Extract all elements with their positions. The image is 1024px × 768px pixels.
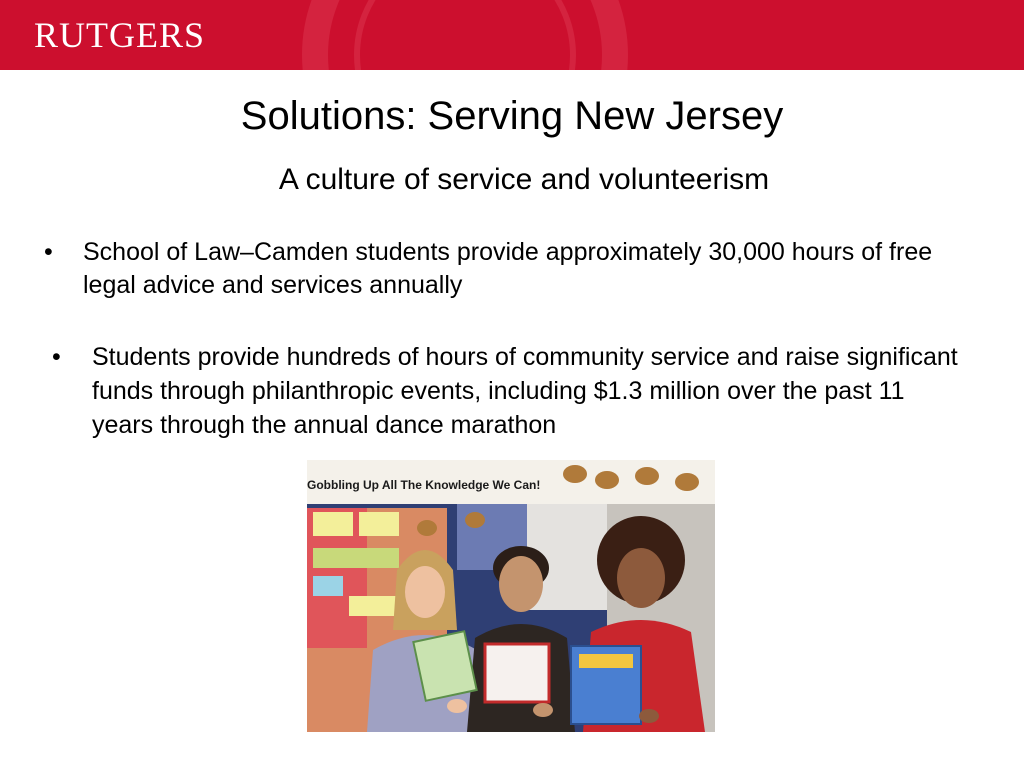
bullet-marker: • — [52, 343, 61, 371]
bullet-text: Students provide hundreds of hours of community service and raise significant funds through philanthropic events, including $1.3 million over the past 11 years through the annual dance marathon — [92, 343, 958, 439]
photo-illustration — [307, 460, 715, 732]
seal-watermark — [300, 0, 630, 70]
slide-title: Solutions: Serving New Jersey — [240, 94, 784, 138]
bullet-text: School of Law–Camden students provide approximately 30,000 hours of free legal advice and services annually — [83, 238, 933, 299]
students-photo — [307, 460, 715, 732]
header-banner — [0, 0, 1024, 70]
rutgers-logo: RUTGERS — [34, 15, 206, 55]
bullet-item — [44, 236, 984, 302]
slide-subtitle: A culture of service and volunteerism — [278, 163, 770, 196]
bullet-item — [52, 340, 972, 442]
bullet-marker: • — [44, 238, 53, 266]
photo-banner-text: Gobbling Up All The Knowledge We Can! — [307, 478, 541, 492]
